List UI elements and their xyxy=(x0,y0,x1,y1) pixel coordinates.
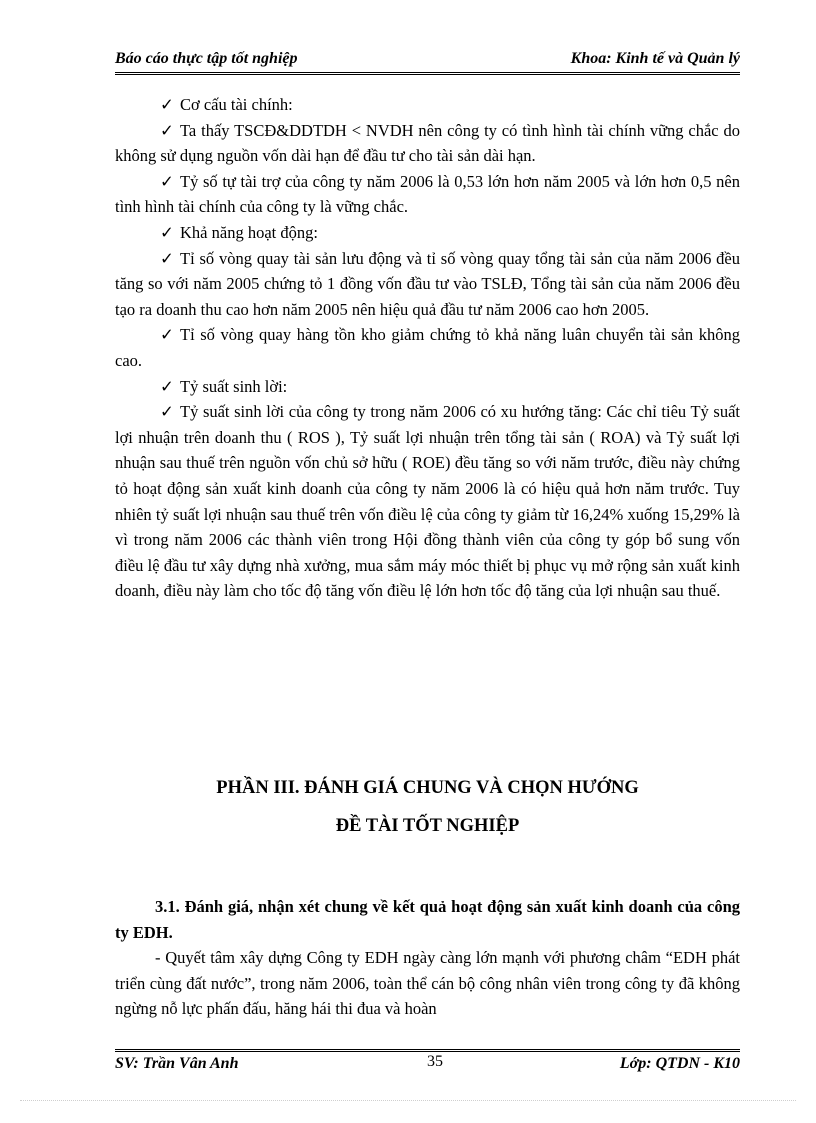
list-item: ✓ Cơ cấu tài chính: xyxy=(115,92,740,118)
list-item: ✓ Tỷ suất sinh lời: xyxy=(115,374,740,400)
checkmark-icon: ✓ xyxy=(160,222,174,242)
footer-rule xyxy=(115,1049,740,1052)
header-report-title: Báo cáo thực tập tốt nghiệp xyxy=(115,50,298,67)
section-paragraph: - Quyết tâm xây dựng Công ty EDH ngày càng lớn mạnh với phương châm “EDH phát triển cùng đất nước”, trong năm 2006, toàn thể cán bộ công nhân viên trong công ty đã không ngừng nỗ lực phấn đấu, hăng hái thi đua và hoàn xyxy=(115,948,740,1019)
list-item: ✓ Tỷ suất sinh lời của công ty trong năm 2006 có xu hướng tăng: Các chỉ tiêu Tỷ suất lợi nhuận trên doanh thu ( ROS ), Tỷ suất lợi nhuận trên tổng tài sản ( ROA) và Tỷ suất lợi nhuận sau thuế trên nguồn vốn chủ sở hữu ( ROE) đều tăng so với năm trước, điều này chứng tỏ hoạt động sản xuất kinh doanh của công ty năm 2006 là có hiệu quả hơn năm trước. Tuy nhiên tỷ suất lợi nhuận sau thuế trên vốn điều lệ của công ty giảm từ 16,24% xuống 15,29% là vì trong năm 2006 các thành viên trong Hội đồng thành viên của công ty góp bổ sung vốn điều lệ đầu tư xây dựng nhà xưởng, mua sắm máy móc thiết bị phục vụ mở rộng sản xuất kinh doanh, điều này làm cho tốc độ tăng vốn điều lệ lớn hơn tốc độ tăng của lợi nhuận sau thuế. xyxy=(115,399,740,604)
list-item: ✓ Ta thấy TSCĐ&DDTDH < NVDH nên công ty có tình hình tài chính vững chắc do không sử dụng nguồn vốn dài hạn để đầu tư cho tài sản dài hạn. xyxy=(115,118,740,169)
checkmark-icon: ✓ xyxy=(160,95,174,114)
page-footer xyxy=(115,1053,740,1077)
page-edge-divider xyxy=(20,1100,796,1101)
section-3-1 xyxy=(115,894,740,1022)
checkmark-icon: ✓ xyxy=(160,248,174,268)
checkmark-icon: ✓ xyxy=(160,402,174,422)
part-heading-line1: PHẦN III. ĐÁNH GIÁ CHUNG VÀ CHỌN HƯỚNG xyxy=(216,778,639,798)
list-item: ✓ Tỉ số vòng quay hàng tồn kho giảm chứng tỏ khả năng luân chuyển tài sản không cao. xyxy=(115,322,740,373)
checkmark-icon: ✓ xyxy=(160,120,174,140)
list-item: ✓ Khả năng hoạt động: xyxy=(115,220,740,246)
section-title: 3.1. Đánh giá, nhận xét chung về kết quả hoạt động sản xuất kinh doanh của công ty EDH. xyxy=(115,897,740,942)
list-item: ✓ Tỉ số vòng quay tài sản lưu động và tỉ số vòng quay tổng tài sản của năm 2006 đều tăng so với năm 2005 chứng tỏ 1 đồng vốn đầu tư vào TSLĐ, Tổng tài sản của năm 2006 đều tạo ra doanh thu cao hơn năm 2005 nên hiệu quả đầu tư năm 2006 cao hơn 2005. xyxy=(115,246,740,323)
header-rule xyxy=(115,72,740,75)
checkmark-icon: ✓ xyxy=(160,171,174,191)
part-heading-line2: ĐỀ TÀI TỐT NGHIỆP xyxy=(335,816,520,836)
footer-student: SV: Trần Vân Anh xyxy=(115,1055,239,1072)
footer-class: Lớp: QTDN - K10 xyxy=(619,1055,740,1072)
page-header xyxy=(115,48,740,72)
page-number: 35 xyxy=(427,1053,443,1070)
checkmark-icon: ✓ xyxy=(160,376,174,396)
checkmark-icon: ✓ xyxy=(160,325,174,345)
header-faculty: Khoa: Kinh tế và Quản lý xyxy=(570,50,740,67)
analysis-list xyxy=(115,92,740,604)
list-item: ✓ Tỷ số tự tài trợ của công ty năm 2006 là 0,53 lớn hơn năm 2005 và lớn hơn 0,5 nên tình hình tài chính của công ty là vững chắc. xyxy=(115,169,740,220)
